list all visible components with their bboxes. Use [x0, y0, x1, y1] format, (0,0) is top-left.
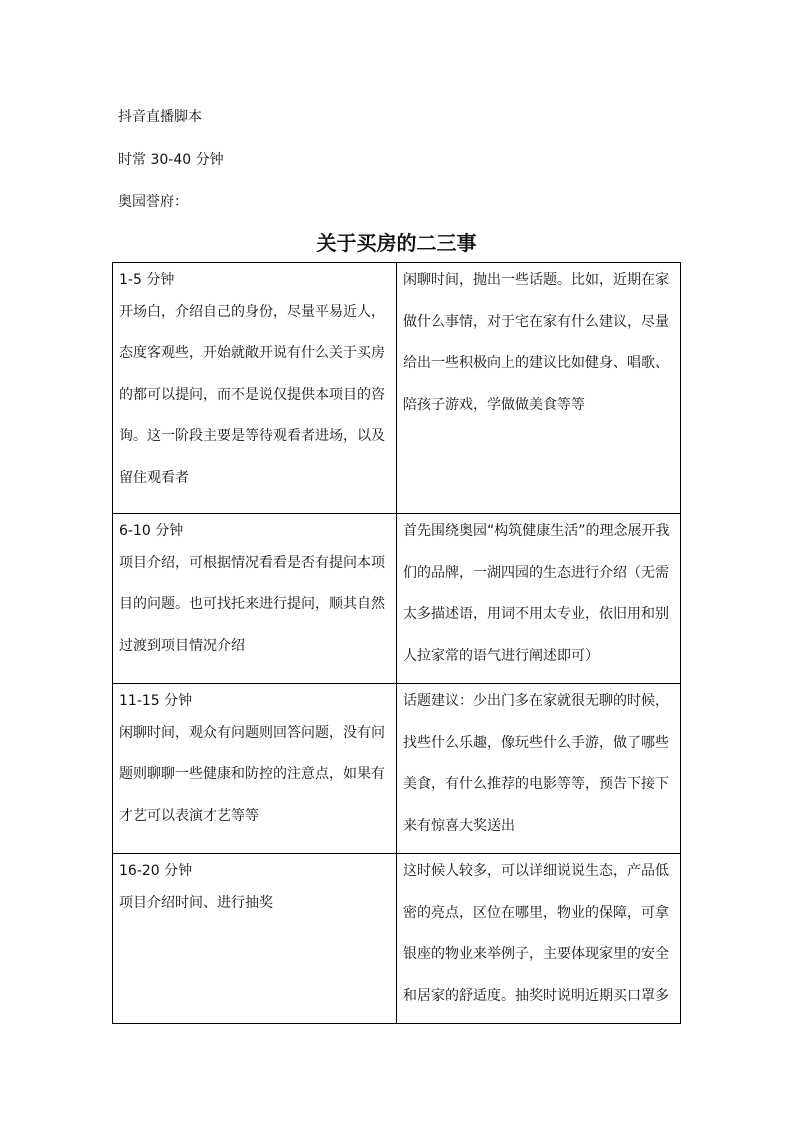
left-cell	[113, 684, 397, 854]
right-cell-text: 话题建议：少出门多在家就很无聊的时候，找些什么乐趣，像玩些什么手游，做了哪些美食，有什么推荐的电影等等，预告下接下来有惊喜大奖送出	[403, 693, 669, 834]
right-cell	[397, 514, 681, 684]
left-cell	[113, 514, 397, 684]
left-cell-text: 开场白，介绍自己的身份，尽量平易近人，态度客观些，开始就敞开说有什么关于买房的都可以提问，而不是说仅提供本项目的咨询。这一阶段主要是等待观看者进场，以及留住观看者	[119, 303, 385, 486]
table-row	[113, 263, 681, 514]
right-cell-text: 首先围绕奥园“构筑健康生活”的理念展开我们的品牌，一湖四园的生态进行介绍（无需太多描述语，用词不用太专业，依旧用和别人拉家常的语气进行阐述即可）	[403, 523, 670, 664]
left-cell-text: 项目介绍，可根据情况看看是否有提问本项目的问题。也可找托来进行提问，顺其自然过渡到项目情况介绍	[119, 554, 385, 654]
duration-line: 时常 30-40 分钟	[118, 152, 224, 168]
table-row	[113, 854, 681, 1024]
time-label: 11-15 分钟	[119, 693, 193, 709]
time-label: 1-5 分钟	[119, 272, 175, 288]
time-label: 16-20 分钟	[119, 863, 193, 879]
project-name: 奥园誉府：	[118, 194, 188, 210]
right-cell	[397, 263, 681, 514]
left-cell	[113, 854, 397, 1024]
right-cell-text: 这时候人较多，可以详细说说生态，产品低密的亮点，区位在哪里，物业的保障，可拿银座的物业来举例子，主要体现家里的安全和居家的舒适度。抽奖时说明近期买口罩多	[403, 863, 669, 1004]
left-cell-text: 项目介绍时间、进行抽奖	[119, 894, 273, 911]
right-cell	[397, 854, 681, 1024]
script-table	[112, 262, 681, 1024]
table-row	[113, 514, 681, 684]
left-cell	[113, 263, 397, 514]
time-label: 6-10 分钟	[119, 523, 184, 539]
table-row	[113, 684, 681, 854]
right-cell-text: 闲聊时间，抛出一些话题。比如，近期在家做什么事情，对于宅在家有什么建议，尽量给出一些积极向上的建议比如健身、唱歌、陪孩子游戏，学做做美食等等	[403, 272, 669, 413]
left-cell-text: 闲聊时间，观众有问题则回答问题，没有问题则聊聊一些健康和防控的注意点，如果有才艺可以表演才艺等等	[119, 724, 385, 824]
document-heading: 抖音直播脚本	[118, 109, 202, 125]
page-title: 关于买房的二三事	[316, 231, 477, 255]
right-cell	[397, 684, 681, 854]
